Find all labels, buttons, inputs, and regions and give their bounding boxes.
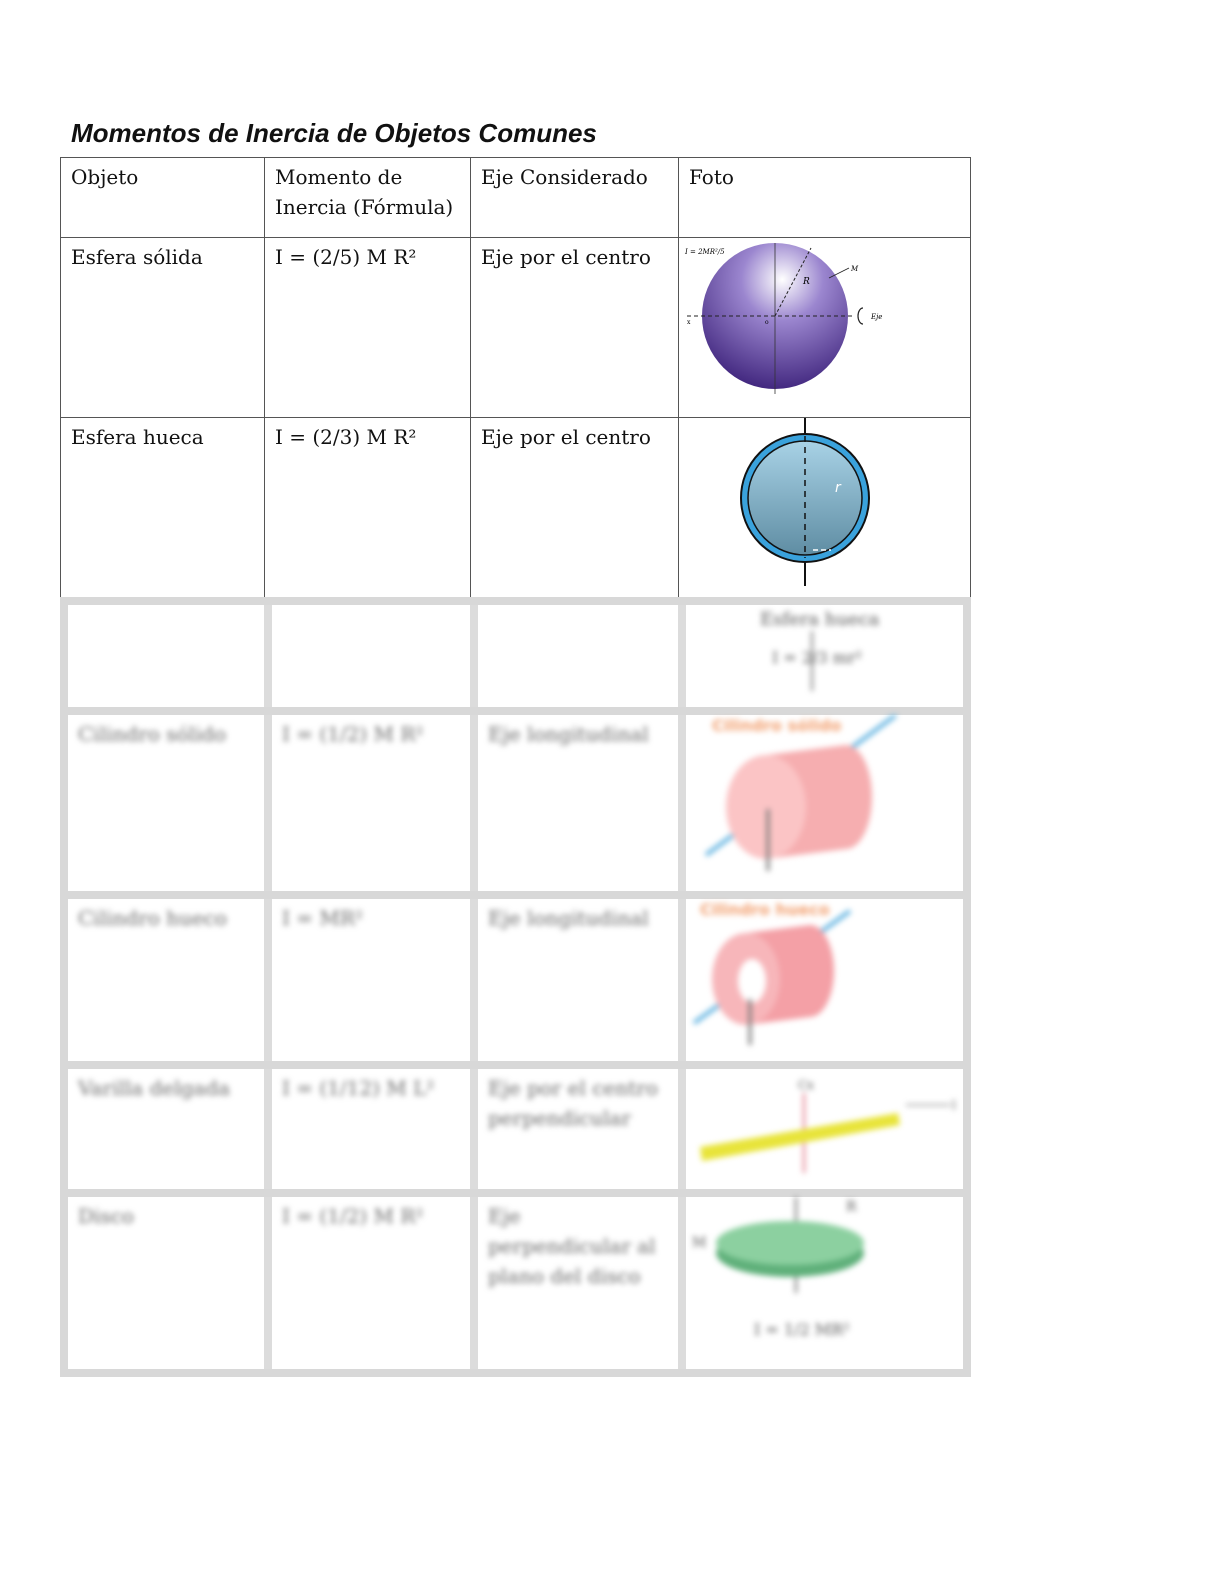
- cell-object: [68, 605, 272, 707]
- hollow-cylinder-hole: [738, 959, 766, 1003]
- cell-photo: [679, 238, 969, 417]
- cell-object: Esfera hueca: [61, 418, 265, 597]
- sphere-formula-label: I = 2MR²/5: [685, 248, 725, 256]
- thin-shell-caption: Esfera hueca: [760, 609, 880, 630]
- cell-formula: I = (1/12) M L²: [272, 1069, 478, 1189]
- header-momento: Momento de Inercia (Fórmula): [265, 158, 471, 237]
- table-row-solid-cylinder: [60, 707, 971, 891]
- cell-axis: Eje por el centro: [471, 238, 679, 417]
- disk-label-m: M: [692, 1235, 707, 1251]
- sphere-label-m: M: [851, 265, 859, 273]
- cell-object: Disco: [68, 1197, 272, 1369]
- table-row-hollow-sphere: [60, 417, 971, 597]
- cell-formula: [272, 605, 478, 707]
- cell-object: Cilindro sólido: [68, 715, 272, 891]
- cell-formula: I = (1/2) M R²: [272, 1197, 478, 1369]
- thin-shell-figure: [686, 605, 966, 705]
- table-row-solid-sphere: [60, 237, 971, 417]
- cell-photo: [686, 605, 976, 707]
- sphere-label-axis: Eje: [871, 313, 883, 321]
- cell-object: Esfera sólida: [61, 238, 265, 417]
- cell-axis: Eje longitudinal: [478, 899, 686, 1061]
- hollow-sphere-figure: [679, 418, 969, 598]
- cell-axis: Eje perpendicular al plano del disco: [478, 1197, 686, 1369]
- solid-cylinder-face: [726, 755, 806, 859]
- header-eje: Eje Considerado: [471, 158, 679, 237]
- cell-formula: I = (1/2) M R²: [272, 715, 478, 891]
- thin-shell-formula: I = 2/3 mr²: [772, 648, 862, 667]
- thin-rod-figure: [686, 1069, 970, 1189]
- table-header-row: [60, 157, 971, 237]
- cell-axis: Eje longitudinal: [478, 715, 686, 891]
- sphere-label-r: R: [803, 277, 810, 287]
- disk-figure: [686, 1197, 970, 1373]
- disk-label-r: R: [846, 1199, 857, 1215]
- cell-photo: [686, 715, 976, 891]
- cell-axis: Eje por el centro perpendicular: [478, 1069, 686, 1189]
- rod-label-cx: Cx: [798, 1078, 814, 1092]
- cell-formula: I = (2/5) M R²: [265, 238, 471, 417]
- solid-cylinder-caption: Cilindro sólido: [712, 716, 842, 735]
- table-row-thin-rod: [60, 1061, 971, 1189]
- cell-object: Varilla delgada: [68, 1069, 272, 1189]
- cell-formula: I = (2/3) M R²: [265, 418, 471, 597]
- cell-photo: [679, 418, 969, 597]
- disk-top: [716, 1221, 864, 1265]
- header-objeto: Objeto: [61, 158, 265, 237]
- hollow-cylinder-figure: [686, 899, 966, 1059]
- cell-axis: [478, 605, 686, 707]
- header-foto: Foto: [689, 165, 734, 189]
- cell-photo: [686, 899, 976, 1061]
- table-row-hollow-cylinder: [60, 891, 971, 1061]
- sphere-label-x: x: [687, 319, 691, 326]
- document-title: Momentos de Inercia de Objetos Comunes: [71, 118, 597, 148]
- cell-axis: Eje por el centro: [471, 418, 679, 597]
- solid-sphere-figure: [679, 238, 889, 398]
- disk-formula: I = 1/2 MR²: [754, 1320, 850, 1339]
- table-row-continuation: [60, 597, 971, 707]
- hollow-cylinder-caption: Cilindro hueco: [700, 900, 830, 919]
- rotation-arrow-icon: [858, 308, 863, 324]
- cell-photo: [686, 1197, 976, 1369]
- sphere-label-o: o: [765, 319, 769, 326]
- cell-formula: I = MR²: [272, 899, 478, 1061]
- solid-cylinder-figure: [686, 715, 966, 885]
- rod-body: [700, 1113, 900, 1161]
- rod-label-l: l: [952, 1098, 956, 1112]
- hollow-sphere-label-r: r: [835, 480, 841, 496]
- cell-object: Cilindro hueco: [68, 899, 272, 1061]
- table-row-disk: [60, 1189, 971, 1377]
- cell-photo: [686, 1069, 976, 1189]
